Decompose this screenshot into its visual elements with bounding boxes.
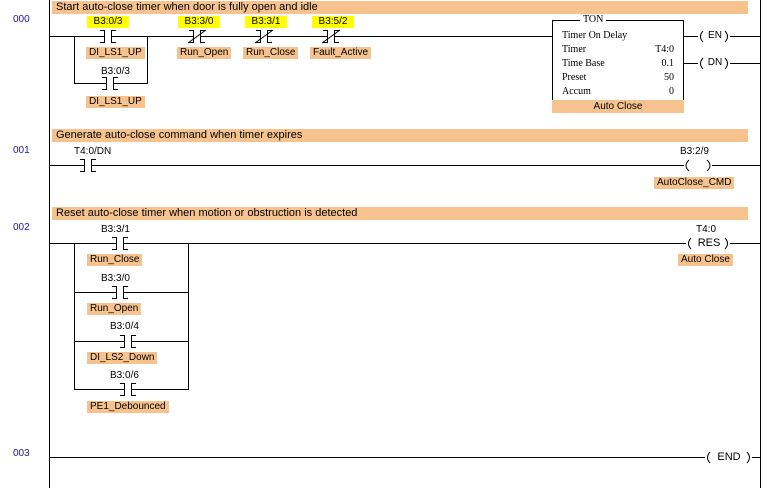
res-coil-text: RES	[697, 237, 721, 249]
ton-description: Timer On Delay	[562, 30, 628, 41]
coil-symbol[interactable]: Auto Close	[678, 254, 733, 266]
contact-address[interactable]: B3:0/3	[87, 16, 129, 28]
ton-timer-label: Timer	[562, 44, 587, 55]
branch-contact-address[interactable]: B3:0/3	[101, 66, 130, 77]
coil-address[interactable]: T4:0	[696, 224, 717, 235]
contact-symbol[interactable]: PE1_Debounced	[87, 401, 169, 413]
contact-symbol[interactable]: DI_LS2_Down	[87, 352, 157, 364]
rung-number-001[interactable]: 001	[13, 145, 30, 156]
ton-instruction-name: TON	[580, 14, 606, 25]
contact-address[interactable]: B3:0/6	[110, 370, 139, 381]
ton-symbol[interactable]: Auto Close	[552, 100, 684, 113]
ton-preset-value[interactable]: 50	[664, 72, 674, 83]
contact-address[interactable]: T4:0/DN	[74, 146, 112, 157]
contact-address[interactable]: B3:3/0	[101, 273, 130, 284]
end-text: END	[717, 451, 741, 463]
contact-address[interactable]: B3:5/2	[312, 16, 354, 28]
contact-symbol[interactable]: Run_Open	[87, 303, 141, 315]
rung-comment-000[interactable]: Start auto-close timer when door is fully open and idle	[52, 1, 748, 14]
timer-en-label: EN	[708, 30, 722, 41]
rung-number-000[interactable]: 000	[13, 14, 30, 25]
contact-address[interactable]: B3:3/1	[101, 224, 130, 235]
rung-number-002[interactable]: 002	[13, 222, 30, 233]
ton-accum-label: Accum	[562, 86, 591, 97]
coil-symbol[interactable]: AutoClose_CMD	[654, 177, 734, 189]
timer-dn-label: DN	[707, 57, 723, 68]
contact-symbol[interactable]: Run_Open	[177, 47, 231, 59]
ton-preset-label: Preset	[562, 72, 587, 83]
ton-accum-value[interactable]: 0	[669, 86, 674, 97]
contact-symbol[interactable]: DI_LS1_UP	[86, 47, 145, 59]
contact-address[interactable]: B3:3/1	[245, 16, 287, 28]
ton-base-value[interactable]: 0.1	[661, 58, 674, 69]
rung-number-003[interactable]: 003	[13, 448, 30, 459]
coil-address[interactable]: B3:2/9	[680, 146, 709, 157]
branch-contact-symbol[interactable]: DI_LS1_UP	[86, 96, 145, 108]
ton-timer-block[interactable]	[552, 14, 684, 113]
ton-timer-value[interactable]: T4:0	[655, 44, 674, 55]
contact-symbol[interactable]: Fault_Active	[310, 47, 371, 59]
ton-base-label: Time Base	[562, 58, 605, 69]
contact-address[interactable]: B3:0/4	[110, 321, 139, 332]
rung-comment-001[interactable]: Generate auto-close command when timer expires	[52, 129, 748, 142]
coil-ote-icon	[686, 160, 710, 171]
rung-comment-002[interactable]: Reset auto-close timer when motion or obstruction is detected	[52, 207, 748, 220]
contact-address[interactable]: B3:3/0	[178, 16, 220, 28]
contact-symbol[interactable]: Run_Close	[87, 254, 142, 266]
contact-symbol[interactable]: Run_Close	[243, 47, 298, 59]
